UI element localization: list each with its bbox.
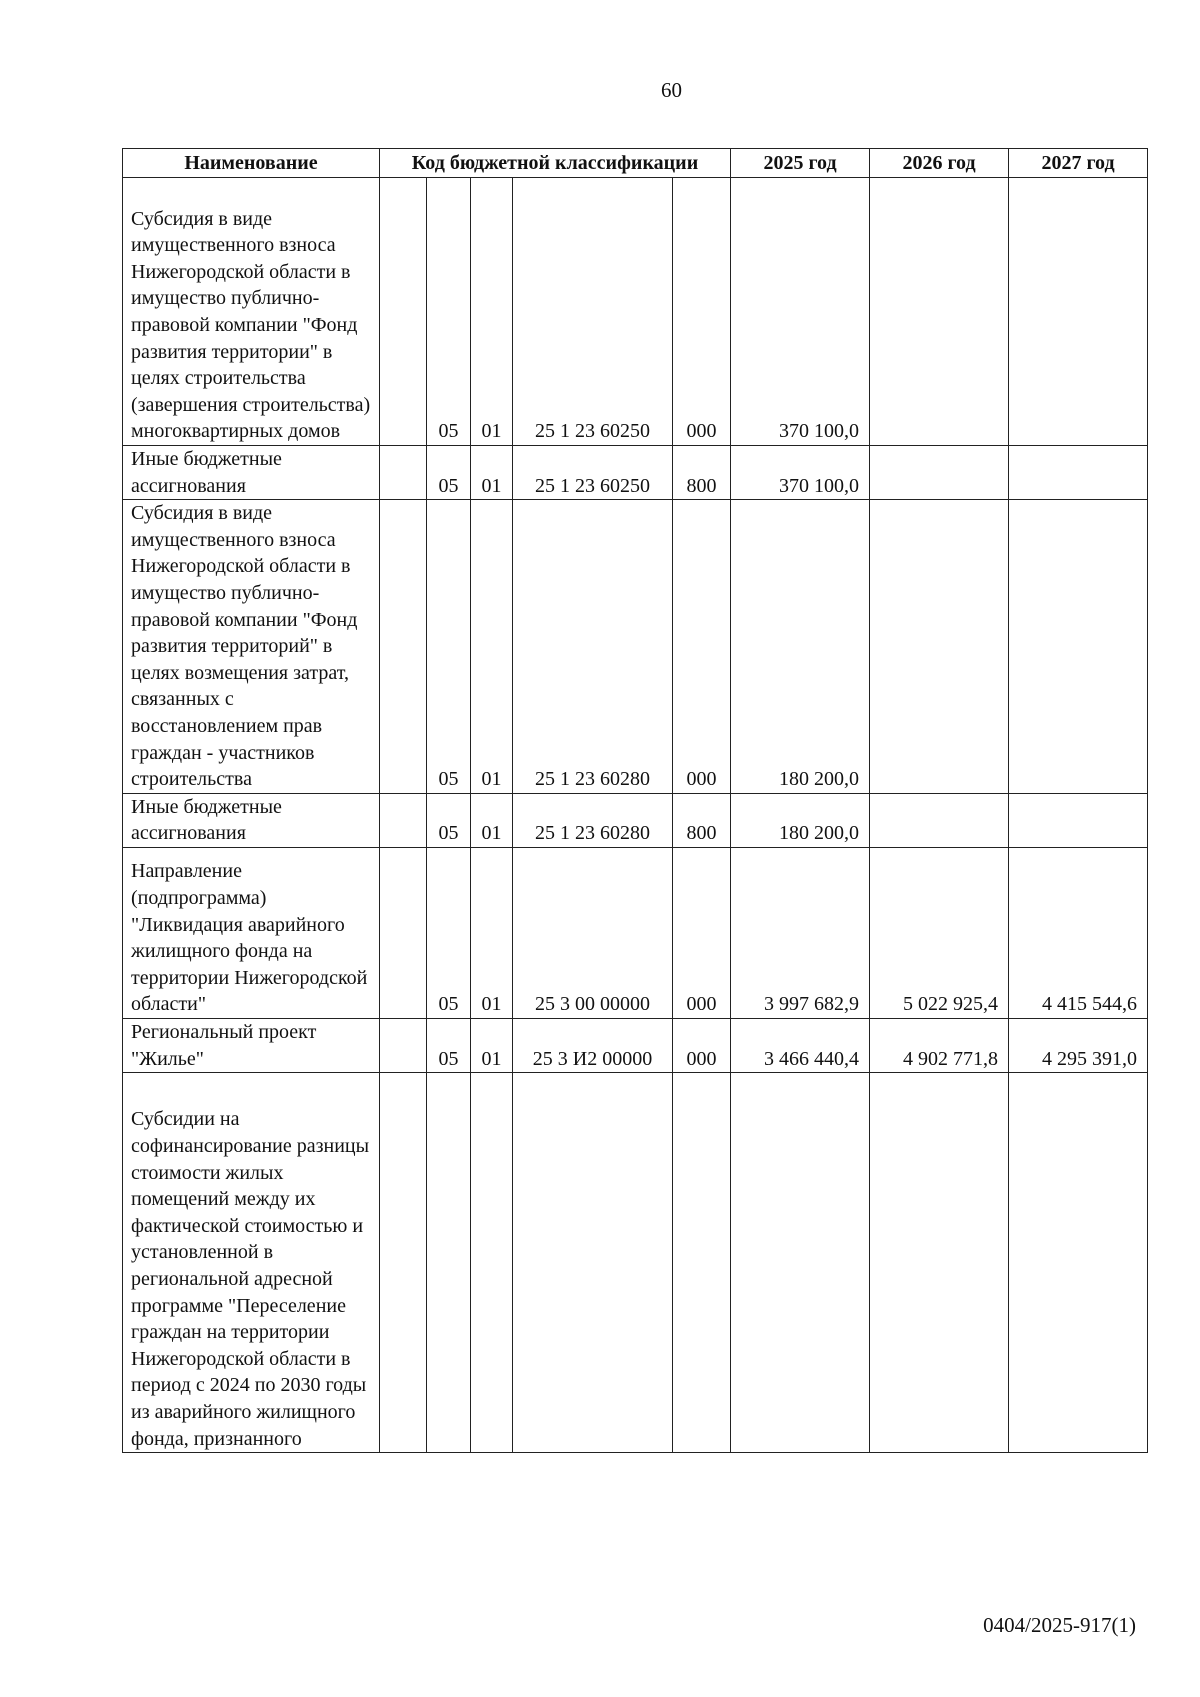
row-vr: 800 [673, 793, 731, 847]
row-name: Субсидия в виде имущественного взноса Нижегородской области в имущество публично-правовой компании "Фонд развития территорий" в целях возмещения затрат, связанных с восстановлением прав граждан - участников строительства [123, 500, 380, 794]
row-2025: 3 466 440,4 [731, 1018, 870, 1072]
row-name: Иные бюджетные ассигнования [123, 793, 380, 847]
row-csr: 25 3 00 00000 [513, 847, 673, 1018]
row-blank [380, 500, 427, 794]
row-csr [513, 1073, 673, 1453]
row-vr: 800 [673, 446, 731, 500]
row-csr: 25 1 23 60280 [513, 793, 673, 847]
row-blank [380, 446, 427, 500]
table-row [123, 446, 1148, 500]
row-2026 [870, 1073, 1009, 1453]
row-2025: 370 100,0 [731, 446, 870, 500]
row-rz: 05 [427, 500, 471, 794]
header-row [123, 149, 1148, 178]
table-row [123, 1018, 1148, 1072]
row-pr: 01 [471, 793, 513, 847]
row-blank [380, 793, 427, 847]
row-csr: 25 1 23 60250 [513, 178, 673, 446]
row-2027 [1009, 1073, 1148, 1453]
row-pr: 01 [471, 847, 513, 1018]
row-blank [380, 178, 427, 446]
row-2026: 4 902 771,8 [870, 1018, 1009, 1072]
table-row [123, 178, 1148, 446]
row-csr: 25 1 23 60280 [513, 500, 673, 794]
header-name: Наименование [123, 149, 380, 178]
row-2026: 5 022 925,4 [870, 847, 1009, 1018]
row-rz [427, 1073, 471, 1453]
table-row [123, 793, 1148, 847]
table-body [123, 178, 1148, 1453]
table-row [123, 500, 1148, 794]
row-csr: 25 1 23 60250 [513, 446, 673, 500]
row-2027 [1009, 446, 1148, 500]
row-2025: 3 997 682,9 [731, 847, 870, 1018]
row-2026 [870, 178, 1009, 446]
row-name: Направление (подпрограмма) "Ликвидация аварийного жилищного фонда на территории Нижегородской области" [123, 847, 380, 1018]
row-vr: 000 [673, 847, 731, 1018]
header-2026: 2026 год [870, 149, 1009, 178]
table-row [123, 847, 1148, 1018]
row-blank [380, 1018, 427, 1072]
row-2025: 180 200,0 [731, 793, 870, 847]
row-rz: 05 [427, 793, 471, 847]
row-pr: 01 [471, 446, 513, 500]
page-number-text: 60 [661, 78, 682, 102]
row-rz: 05 [427, 446, 471, 500]
row-pr [471, 1073, 513, 1453]
header-2027: 2027 год [1009, 149, 1148, 178]
row-2027 [1009, 793, 1148, 847]
page-number [0, 78, 1200, 103]
row-2027 [1009, 500, 1148, 794]
row-name: Субсидия в виде имущественного взноса Нижегородской области в имущество публично-правовой компании "Фонд развития территории" в целях строительства (завершения строительства) многоквартирных домов [123, 178, 380, 446]
row-csr: 25 3 И2 00000 [513, 1018, 673, 1072]
row-rz: 05 [427, 847, 471, 1018]
row-name: Субсидии на софинансирование разницы стоимости жилых помещений между их фактической стоимостью и установленной в региональной адресной программе "Переселение граждан на территории Нижегородской области в период с 2024 по 2030 годы из аварийного жилищного фонда, признанного [123, 1073, 380, 1453]
row-blank [380, 1073, 427, 1453]
row-vr [673, 1073, 731, 1453]
table-header [123, 149, 1148, 178]
budget-table [122, 148, 1148, 1453]
row-pr: 01 [471, 500, 513, 794]
row-name: Иные бюджетные ассигнования [123, 446, 380, 500]
table-row [123, 1073, 1148, 1453]
header-2025: 2025 год [731, 149, 870, 178]
row-2027: 4 415 544,6 [1009, 847, 1148, 1018]
row-2025: 180 200,0 [731, 500, 870, 794]
row-2026 [870, 500, 1009, 794]
row-2026 [870, 793, 1009, 847]
row-blank [380, 847, 427, 1018]
row-2026 [870, 446, 1009, 500]
row-name: Региональный проект "Жилье" [123, 1018, 380, 1072]
row-pr: 01 [471, 178, 513, 446]
row-rz: 05 [427, 178, 471, 446]
row-2027 [1009, 178, 1148, 446]
row-vr: 000 [673, 178, 731, 446]
document-code: 0404/2025-917(1) [983, 1613, 1136, 1637]
row-rz: 05 [427, 1018, 471, 1072]
row-vr: 000 [673, 500, 731, 794]
row-pr: 01 [471, 1018, 513, 1072]
row-2027: 4 295 391,0 [1009, 1018, 1148, 1072]
header-code: Код бюджетной классификации [380, 149, 731, 178]
row-2025: 370 100,0 [731, 178, 870, 446]
row-vr: 000 [673, 1018, 731, 1072]
row-2025 [731, 1073, 870, 1453]
